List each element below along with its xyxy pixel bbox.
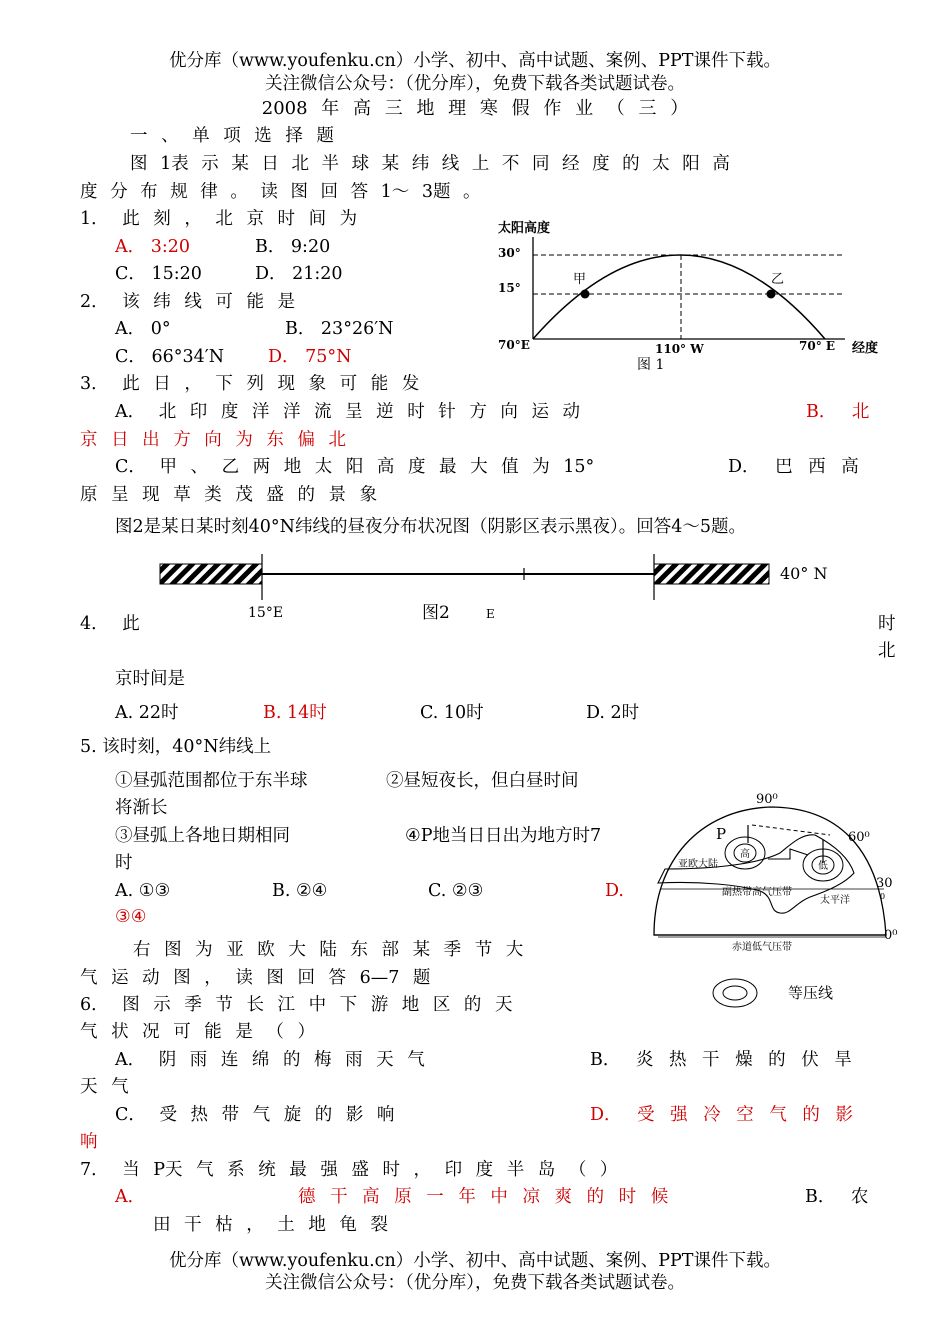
q4-option-c: C. 10时 bbox=[420, 703, 484, 723]
fig1-y-origin: 70°E bbox=[498, 338, 530, 352]
fig1-point-yi bbox=[767, 290, 776, 299]
q2-stem: 2． 该 纬 线 可 能 是 bbox=[80, 292, 296, 312]
intro-2: 图2是某日某时刻40°N纬线的昼夜分布状况图（阴影区表示黑夜）。回答4～5题。 bbox=[115, 517, 746, 537]
q5-option-d-part2: ③④ bbox=[115, 907, 147, 927]
fig3-equatorial-label: 赤道低气压带 bbox=[732, 942, 792, 953]
fig3-legend-isobar-outer bbox=[713, 979, 757, 1007]
fig1-x-axis-label: 经度 bbox=[852, 341, 879, 356]
q6-option-d-part2: 响 bbox=[80, 1132, 98, 1152]
q4-stem-right-1: 时 bbox=[878, 614, 896, 634]
fig3-legend-label: 等压线 bbox=[788, 984, 834, 1002]
fig1-y-axis-label: 太阳高度 bbox=[498, 221, 551, 236]
fig3-lat-90: 90⁰ bbox=[756, 792, 778, 807]
q4-option-d: D. 2时 bbox=[586, 703, 640, 723]
fig2-mark: E bbox=[486, 607, 495, 621]
fig1-x-right: 70° E bbox=[799, 339, 836, 353]
q4-option-b: B. 14时 bbox=[263, 703, 327, 723]
fig2-lon-15e: 15°E bbox=[248, 605, 284, 621]
q6-option-b-part2: 天 气 bbox=[80, 1077, 129, 1097]
q7-option-a-label: A． bbox=[115, 1187, 146, 1207]
q3-stem: 3． 此 日 ， 下 列 现 象 可 能 发 bbox=[80, 374, 420, 394]
q7-stem: 7． 当 P天 气 系 统 最 强 盛 时 ， 印 度 半 岛 （ ） bbox=[80, 1160, 618, 1180]
q5-item-1: ①昼弧范围都位于东半球 bbox=[115, 771, 308, 791]
footer-line-1: 优分库（www.youfenku.cn）小学、初中、高中试题、案例、PPT课件下载。 bbox=[169, 1251, 781, 1271]
fig2-night-left bbox=[160, 564, 262, 584]
fig3-p-label: P bbox=[716, 825, 727, 843]
q2-option-b: B． 23°26′N bbox=[285, 319, 394, 339]
intro-3-line-1: 右 图 为 亚 欧 大 陆 东 部 某 季 节 大 bbox=[133, 940, 524, 960]
q7-option-a-text: 德 干 高 原 一 年 中 凉 爽 的 时 候 bbox=[298, 1187, 669, 1207]
fig3-low-label: 低 bbox=[818, 861, 828, 872]
q6-option-d-part1: D． 受 强 冷 空 气 的 影 bbox=[590, 1105, 853, 1125]
fig1-y-15: 15° bbox=[498, 281, 521, 295]
fig3-subtropical-label: 副热带高气压带 bbox=[722, 887, 792, 898]
intro-1-line-2: 度 分 布 规 律 。 读 图 回 答 1～ 3题 。 bbox=[80, 182, 481, 202]
header-line-1: 优分库（www.youfenku.cn）小学、初中、高中试题、案例、PPT课件下载。 bbox=[169, 51, 781, 71]
q4-stem-right-2: 北 bbox=[878, 641, 896, 661]
page-title: 2008 年 高 三 地 理 寒 假 作 业 （ 三 ） bbox=[261, 98, 689, 119]
q6-option-c: C． 受 热 带 气 旋 的 影 响 bbox=[115, 1105, 395, 1125]
fig2-night-right bbox=[654, 564, 769, 584]
figure-1-chart bbox=[495, 215, 895, 375]
q5-option-b: B. ②④ bbox=[272, 881, 328, 901]
q1-option-a: A． 3:20 bbox=[115, 237, 190, 257]
fig3-high-label: 高 bbox=[740, 849, 750, 860]
q3-option-c: C． 甲 、 乙 两 地 太 阳 高 度 最 大 值 为 15° bbox=[115, 457, 595, 477]
header-line-2: 关注微信公众号：（优分库），免费下载各类试题试卷。 bbox=[265, 74, 685, 94]
q2-option-d: D． 75°N bbox=[268, 347, 352, 367]
q5-item-2-part2: 将渐长 bbox=[115, 798, 168, 818]
fig2-caption: 图2 bbox=[422, 603, 450, 623]
fig3-hemisphere bbox=[654, 807, 886, 935]
footer-line-2: 关注微信公众号：（优分库），免费下载各类试题试卷。 bbox=[265, 1273, 685, 1293]
fig3-lat-30-sup: 0 bbox=[880, 892, 886, 901]
q1-option-b: B． 9:20 bbox=[255, 237, 331, 257]
q5-item-2-part1: ②昼短夜长，但白昼时间 bbox=[386, 771, 579, 791]
q3-option-d-part1: D． 巴 西 高 bbox=[728, 457, 859, 477]
q5-stem: 5. 该时刻，40°N纬线上 bbox=[80, 737, 272, 757]
q3-option-b-part1: B． 北 bbox=[806, 402, 870, 422]
fig3-ocean-label: 太平洋 bbox=[820, 895, 850, 906]
q4-stem-cont: 京时间是 bbox=[115, 669, 185, 689]
q1-option-d: D． 21:20 bbox=[255, 264, 343, 284]
q6-option-b-part1: B． 炎 热 干 燥 的 伏 旱 bbox=[590, 1050, 852, 1070]
q5-item-3: ③昼弧上各地日期相同 bbox=[115, 826, 290, 846]
fig3-lat-0: 0⁰ bbox=[884, 928, 898, 943]
q5-option-a: A. ①③ bbox=[115, 881, 171, 901]
fig1-altitude-curve bbox=[533, 255, 825, 339]
q7-option-b-part2: 田 干 枯 ， 土 地 龟 裂 bbox=[153, 1215, 388, 1235]
figure-2-diagram bbox=[150, 552, 870, 627]
q5-item-4-part2: 时 bbox=[115, 853, 133, 873]
q6-stem-line-1: 6． 图 示 季 节 长 江 中 下 游 地 区 的 天 bbox=[80, 995, 513, 1015]
intro-3-line-2: 气 运 动 图 ， 读 图 回 答 6—7 题 bbox=[80, 968, 431, 988]
fig1-label-jia: 甲 bbox=[573, 272, 587, 287]
q6-option-a: A． 阴 雨 连 绵 的 梅 雨 天 气 bbox=[115, 1050, 425, 1070]
fig1-caption: 图 1 bbox=[637, 357, 665, 373]
q1-stem: 1． 此 刻 ， 北 京 时 间 为 bbox=[80, 209, 358, 229]
fig3-lat-60: 60⁰ bbox=[848, 830, 870, 845]
fig3-legend-isobar-inner bbox=[723, 986, 747, 1000]
intro-1-line-1: 图 1表 示 某 日 北 半 球 某 纬 线 上 不 同 经 度 的 太 阳 高 bbox=[130, 154, 730, 174]
fig1-y-30: 30° bbox=[498, 246, 521, 260]
q3-option-a: A． 北 印 度 洋 洋 流 呈 逆 时 针 方 向 运 动 bbox=[115, 402, 581, 422]
figure-3-pressure-map bbox=[640, 785, 910, 1010]
fig3-continent-label: 亚欧大陆 bbox=[678, 859, 718, 870]
q5-item-4-part1: ④P地当日日出为地方时7 bbox=[405, 826, 602, 846]
q5-option-c: C. ②③ bbox=[428, 881, 484, 901]
section-heading: 一 、 单 项 选 择 题 bbox=[130, 126, 334, 146]
q5-option-d-part1: D. bbox=[605, 881, 624, 901]
q7-option-b-part1: B． 农 bbox=[805, 1187, 869, 1207]
q4-stem-left: 4． 此 bbox=[80, 614, 140, 634]
q2-option-c: C． 66°34′N bbox=[115, 347, 225, 367]
q6-stem-line-2: 气 状 况 可 能 是 （ ） bbox=[80, 1022, 315, 1042]
fig3-lat-30: 30 bbox=[876, 876, 893, 891]
q1-option-c: C． 15:20 bbox=[115, 264, 202, 284]
q3-option-d-part2: 原 呈 现 草 类 茂 盛 的 景 象 bbox=[80, 485, 378, 505]
fig1-x-mid: 110° W bbox=[655, 342, 704, 356]
fig2-latitude: 40° N bbox=[780, 564, 828, 583]
q3-option-b-part2: 京 日 出 方 向 为 东 偏 北 bbox=[80, 430, 347, 450]
fig1-point-jia bbox=[581, 290, 590, 299]
q4-option-a: A. 22时 bbox=[115, 703, 179, 723]
fig1-label-yi: 乙 bbox=[771, 272, 785, 287]
q2-option-a: A． 0° bbox=[115, 319, 171, 339]
